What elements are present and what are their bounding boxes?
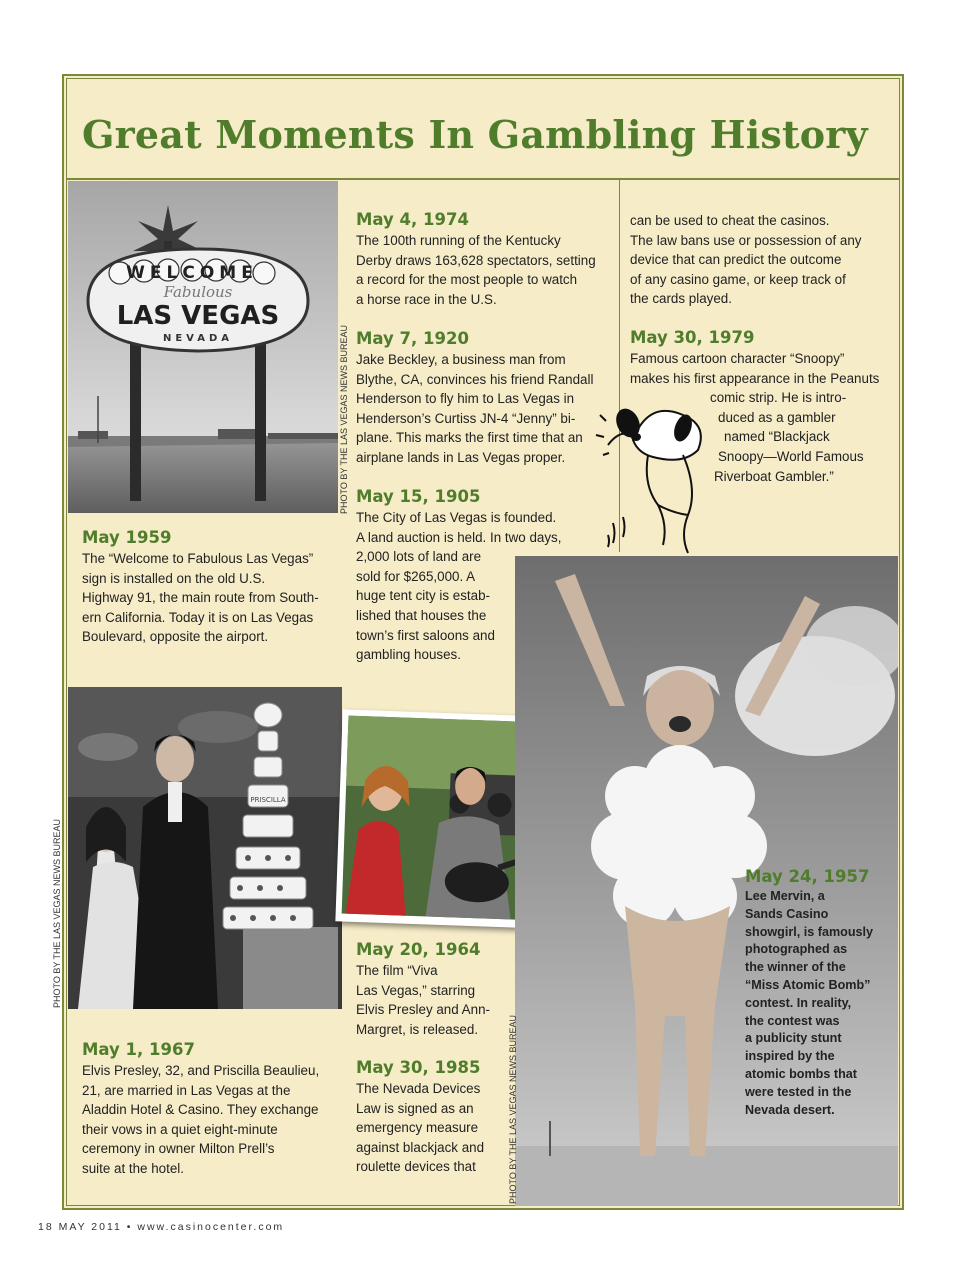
entry-line: The film “Viva bbox=[356, 963, 438, 978]
entry-line: comic strip. He is intro- bbox=[710, 390, 847, 406]
entry-may-1979 bbox=[630, 327, 892, 486]
entry-date: May 1, 1967 bbox=[82, 1040, 195, 1059]
entry-line: Boulevard, opposite the airport. bbox=[82, 629, 269, 645]
entry-line: device that can predict the outcome bbox=[630, 252, 842, 268]
entry-line: The Nevada Devices bbox=[356, 1081, 481, 1096]
entry-line: A land auction is held. In two days, bbox=[356, 529, 562, 545]
entry-line: photographed as bbox=[745, 942, 848, 957]
sign-nevada-text: NEVADA bbox=[162, 333, 234, 344]
sign-welcome-text: WELCOME bbox=[126, 263, 258, 283]
entry-line: the contest was bbox=[745, 1013, 840, 1028]
entry-date: May 7, 1920 bbox=[356, 329, 469, 348]
entry-line: Henderson’s Curtiss JN-4 “Jenny” bi- bbox=[356, 410, 576, 426]
entry-line: Las Vegas,” starring bbox=[356, 982, 476, 998]
sign-fabulous-text: Fabulous bbox=[163, 283, 233, 301]
entry-date: May 1959 bbox=[82, 528, 172, 547]
entry-line: ern California. Today it is on Las Vegas bbox=[82, 609, 314, 625]
entry-line: duced as a gambler bbox=[718, 409, 836, 425]
entry-date: May 30, 1985 bbox=[356, 1058, 481, 1077]
photo-credit-sign: PHOTO BY THE LAS VEGAS NEWS BUREAU bbox=[339, 324, 349, 514]
entry-line: sold for $265,000. A bbox=[356, 568, 476, 584]
entry-line: a publicity stunt bbox=[745, 1031, 842, 1046]
entry-line: Lee Mervin, a bbox=[745, 889, 825, 903]
entry-line: Nevada desert. bbox=[745, 1102, 835, 1117]
wedding-photo bbox=[68, 687, 342, 1009]
entry-line: The law bans use or possession of any bbox=[630, 232, 862, 248]
entry-may-1920 bbox=[356, 328, 611, 468]
entry-line: sign is installed on the old U.S. bbox=[82, 570, 266, 586]
entry-line: Famous cartoon character “Snoopy” bbox=[630, 351, 845, 366]
entry-line: lished that houses the bbox=[356, 607, 487, 623]
entry-line: of any casino game, or keep track of bbox=[630, 271, 846, 287]
entry-line: ceremony in owner Milton Prell’s bbox=[82, 1141, 275, 1157]
entry-line: The City of Las Vegas is founded. bbox=[356, 510, 557, 525]
entry-line: huge tent city is estab- bbox=[356, 588, 490, 604]
entry-date: May 15, 1905 bbox=[356, 487, 481, 506]
entry-may-1974 bbox=[356, 209, 611, 309]
entry-date: May 30, 1979 bbox=[630, 328, 755, 347]
entry-line: 21, are married in Las Vegas at the bbox=[82, 1082, 291, 1098]
entry-may-1985 bbox=[356, 1057, 506, 1177]
entry-line: emergency measure bbox=[356, 1120, 479, 1136]
entry-may-1957 bbox=[745, 866, 895, 1119]
entry-line: their vows in a quiet eight-minute bbox=[82, 1121, 278, 1137]
page-title: Great Moments In Gambling History bbox=[82, 112, 868, 157]
entry-line: the cards played. bbox=[630, 291, 732, 307]
entry-line: contest. In reality, bbox=[745, 995, 852, 1010]
entry-line: gambling houses. bbox=[356, 647, 461, 663]
entry-line: atomic bombs that bbox=[745, 1066, 857, 1081]
entry-line: makes his first appearance in the Peanuts bbox=[630, 370, 880, 386]
entry-line: against blackjack and bbox=[356, 1139, 485, 1155]
entry-line: Law is signed as an bbox=[356, 1100, 474, 1116]
entry-line: roulette devices that bbox=[356, 1159, 476, 1175]
entry-line: Sands Casino bbox=[745, 906, 829, 921]
entry-line: plane. This marks the first time that an bbox=[356, 430, 583, 446]
photo-credit-atomic: PHOTO BY THE LAS VEGAS NEWS BUREAU bbox=[508, 1014, 518, 1204]
entry-line: town’s first saloons and bbox=[356, 627, 495, 643]
entry-line: suite at the hotel. bbox=[82, 1160, 184, 1176]
entry-line: a record for the most people to watch bbox=[356, 272, 578, 288]
entry-date: May 4, 1974 bbox=[356, 210, 469, 229]
entry-line: Riverboat Gambler.” bbox=[714, 468, 834, 484]
photo-credit-wedding: PHOTO BY THE LAS VEGAS NEWS BUREAU bbox=[52, 818, 62, 1008]
entry-line: airplane lands in Las Vegas proper. bbox=[356, 449, 566, 465]
cake-label-text: PRISCILLA bbox=[250, 796, 286, 804]
entry-line: Snoopy—World Famous bbox=[718, 448, 864, 464]
entry-may-1959 bbox=[82, 527, 332, 647]
entry-line: Margret, is released. bbox=[356, 1021, 479, 1037]
entry-line: The “Welcome to Fabulous Las Vegas” bbox=[82, 551, 314, 566]
entry-line: “Miss Atomic Bomb” bbox=[745, 977, 871, 992]
entry-line: The 100th running of the Kentucky bbox=[356, 233, 561, 248]
entry-line: 2,000 lots of land are bbox=[356, 549, 482, 565]
entry-line: Elvis Presley and Ann- bbox=[356, 1002, 490, 1018]
entry-line: showgirl, is famously bbox=[745, 924, 874, 939]
entry-may-1905 bbox=[356, 486, 586, 665]
entry-line: Blythe, CA, convinces his friend Randall bbox=[356, 371, 594, 387]
sign-las-vegas-text: LAS VEGAS bbox=[116, 301, 280, 331]
entry-line: Henderson to fly him to Las Vegas in bbox=[356, 391, 575, 407]
entry-may-1985-continued bbox=[630, 211, 892, 309]
entry-line: Derby draws 163,628 spectators, setting bbox=[356, 252, 596, 268]
entry-line: Elvis Presley, 32, and Priscilla Beaulieu, bbox=[82, 1063, 320, 1078]
page-footer: 18 MAY 2011 • www.casinocenter.com bbox=[38, 1221, 285, 1233]
entry-line: Jake Beckley, a business man from bbox=[356, 352, 566, 367]
entry-may-1967 bbox=[82, 1039, 337, 1179]
entry-line: can be used to cheat the casinos. bbox=[630, 213, 830, 228]
entry-line: the winner of the bbox=[745, 960, 846, 975]
entry-date: May 24, 1957 bbox=[745, 867, 870, 886]
entry-line: named “Blackjack bbox=[724, 429, 830, 445]
entry-line: Highway 91, the main route from South- bbox=[82, 590, 319, 606]
entry-line: Aladdin Hotel & Casino. They exchange bbox=[82, 1102, 319, 1118]
entry-date: May 20, 1964 bbox=[356, 940, 481, 959]
title-rule bbox=[66, 178, 900, 180]
entry-may-1964 bbox=[356, 939, 506, 1039]
entry-line: inspired by the bbox=[745, 1049, 835, 1064]
vegas-sign-photo bbox=[68, 181, 338, 513]
entry-line: a horse race in the U.S. bbox=[356, 291, 497, 307]
entry-line: were tested in the bbox=[745, 1084, 852, 1099]
